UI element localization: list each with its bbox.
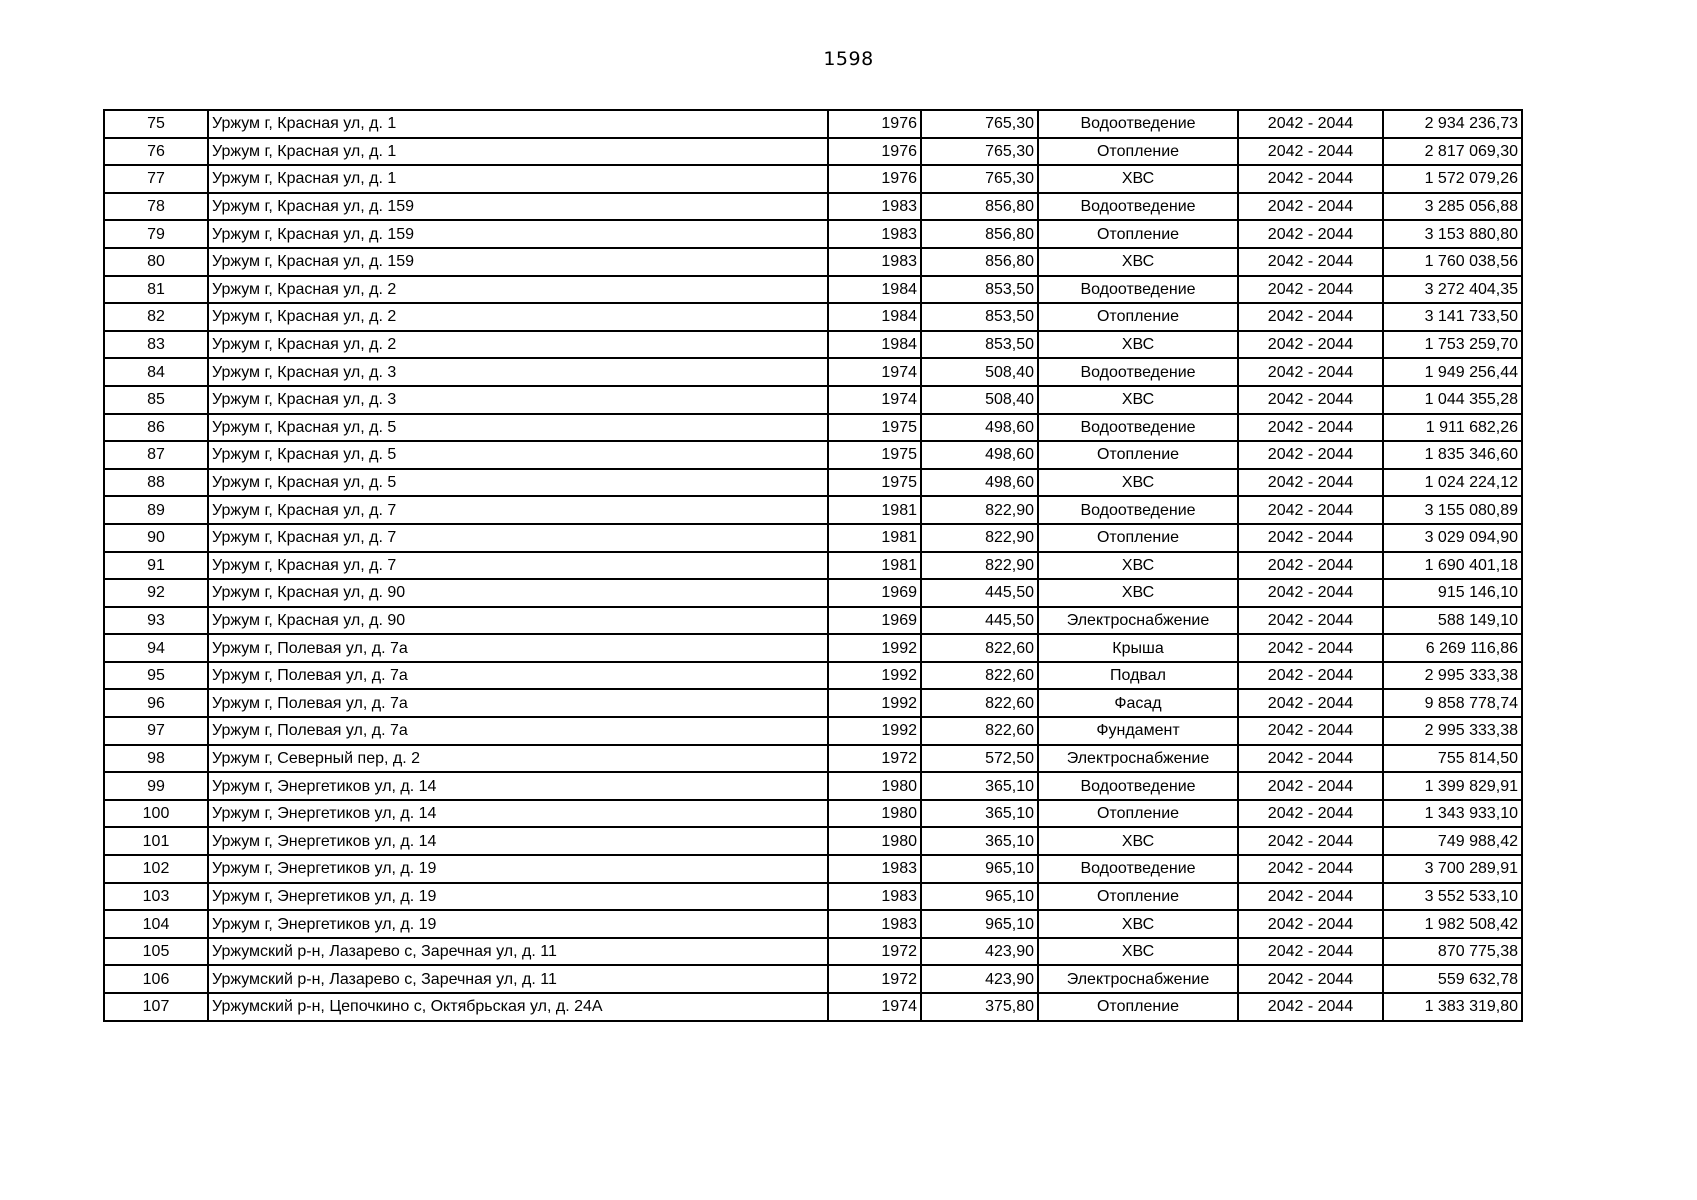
period-cell: 2042 - 2044 (1238, 910, 1383, 938)
build-year-cell: 1992 (828, 662, 921, 690)
table-row (104, 469, 1522, 497)
area-cell: 965,10 (921, 855, 1038, 883)
address-cell: Уржум г, Красная ул, д. 5 (208, 441, 828, 469)
cost-cell: 1 383 319,80 (1383, 993, 1522, 1021)
work-type-cell: Фасад (1038, 689, 1238, 717)
cost-cell: 1 760 038,56 (1383, 248, 1522, 276)
cost-cell: 1 572 079,26 (1383, 165, 1522, 193)
cost-cell: 1 024 224,12 (1383, 469, 1522, 497)
address-cell: Уржум г, Красная ул, д. 1 (208, 165, 828, 193)
table-row (104, 331, 1522, 359)
cost-cell: 9 858 778,74 (1383, 689, 1522, 717)
period-cell: 2042 - 2044 (1238, 165, 1383, 193)
period-cell: 2042 - 2044 (1238, 331, 1383, 359)
work-type-cell: ХВС (1038, 248, 1238, 276)
cost-cell: 3 141 733,50 (1383, 303, 1522, 331)
cost-cell: 3 285 056,88 (1383, 193, 1522, 221)
cost-cell: 2 817 069,30 (1383, 138, 1522, 166)
build-year-cell: 1984 (828, 331, 921, 359)
period-cell: 2042 - 2044 (1238, 607, 1383, 635)
work-type-cell: ХВС (1038, 469, 1238, 497)
work-type-cell: Электроснабжение (1038, 965, 1238, 993)
work-type-cell: Отопление (1038, 441, 1238, 469)
build-year-cell: 1976 (828, 138, 921, 166)
table-body (104, 110, 1522, 1021)
work-type-cell: Водоотведение (1038, 496, 1238, 524)
build-year-cell: 1981 (828, 496, 921, 524)
build-year-cell: 1980 (828, 827, 921, 855)
cost-cell: 2 934 236,73 (1383, 110, 1522, 138)
cost-cell: 559 632,78 (1383, 965, 1522, 993)
area-cell: 856,80 (921, 220, 1038, 248)
cost-cell: 3 155 080,89 (1383, 496, 1522, 524)
address-cell: Уржум г, Красная ул, д. 90 (208, 579, 828, 607)
cost-cell: 915 146,10 (1383, 579, 1522, 607)
table-row (104, 910, 1522, 938)
work-type-cell: Крыша (1038, 634, 1238, 662)
cost-cell: 749 988,42 (1383, 827, 1522, 855)
work-type-cell: Отопление (1038, 524, 1238, 552)
address-cell: Уржум г, Красная ул, д. 159 (208, 220, 828, 248)
table-row (104, 193, 1522, 221)
period-cell: 2042 - 2044 (1238, 662, 1383, 690)
row-number-cell: 81 (104, 276, 208, 304)
address-cell: Уржум г, Энергетиков ул, д. 14 (208, 827, 828, 855)
row-number-cell: 75 (104, 110, 208, 138)
table-row (104, 634, 1522, 662)
table-row (104, 745, 1522, 773)
work-type-cell: Водоотведение (1038, 110, 1238, 138)
build-year-cell: 1980 (828, 800, 921, 828)
build-year-cell: 1972 (828, 965, 921, 993)
period-cell: 2042 - 2044 (1238, 552, 1383, 580)
build-year-cell: 1974 (828, 386, 921, 414)
area-cell: 445,50 (921, 607, 1038, 635)
cost-cell: 588 149,10 (1383, 607, 1522, 635)
table-row (104, 441, 1522, 469)
build-year-cell: 1974 (828, 358, 921, 386)
area-cell: 423,90 (921, 965, 1038, 993)
address-cell: Уржум г, Красная ул, д. 2 (208, 331, 828, 359)
address-cell: Уржум г, Красная ул, д. 5 (208, 469, 828, 497)
work-type-cell: ХВС (1038, 386, 1238, 414)
row-number-cell: 85 (104, 386, 208, 414)
build-year-cell: 1984 (828, 303, 921, 331)
work-type-cell: Водоотведение (1038, 414, 1238, 442)
area-cell: 572,50 (921, 745, 1038, 773)
cost-cell: 3 029 094,90 (1383, 524, 1522, 552)
build-year-cell: 1983 (828, 193, 921, 221)
row-number-cell: 100 (104, 800, 208, 828)
area-cell: 445,50 (921, 579, 1038, 607)
row-number-cell: 89 (104, 496, 208, 524)
row-number-cell: 83 (104, 331, 208, 359)
area-cell: 498,60 (921, 469, 1038, 497)
table-row (104, 386, 1522, 414)
table-row (104, 993, 1522, 1021)
work-type-cell: Отопление (1038, 993, 1238, 1021)
row-number-cell: 87 (104, 441, 208, 469)
period-cell: 2042 - 2044 (1238, 717, 1383, 745)
area-cell: 822,90 (921, 552, 1038, 580)
table-row (104, 552, 1522, 580)
area-cell: 856,80 (921, 193, 1038, 221)
period-cell: 2042 - 2044 (1238, 303, 1383, 331)
build-year-cell: 1983 (828, 883, 921, 911)
cost-cell: 3 552 533,10 (1383, 883, 1522, 911)
address-cell: Уржум г, Красная ул, д. 7 (208, 552, 828, 580)
area-cell: 853,50 (921, 303, 1038, 331)
address-cell: Уржум г, Красная ул, д. 2 (208, 276, 828, 304)
row-number-cell: 84 (104, 358, 208, 386)
row-number-cell: 79 (104, 220, 208, 248)
work-type-cell: ХВС (1038, 910, 1238, 938)
work-type-cell: ХВС (1038, 938, 1238, 966)
period-cell: 2042 - 2044 (1238, 276, 1383, 304)
table-row (104, 165, 1522, 193)
table-row (104, 938, 1522, 966)
period-cell: 2042 - 2044 (1238, 883, 1383, 911)
work-type-cell: Подвал (1038, 662, 1238, 690)
address-cell: Уржум г, Энергетиков ул, д. 14 (208, 772, 828, 800)
build-year-cell: 1976 (828, 165, 921, 193)
table-row (104, 772, 1522, 800)
period-cell: 2042 - 2044 (1238, 441, 1383, 469)
address-cell: Уржум г, Полевая ул, д. 7а (208, 689, 828, 717)
table-row (104, 965, 1522, 993)
period-cell: 2042 - 2044 (1238, 965, 1383, 993)
area-cell: 498,60 (921, 414, 1038, 442)
address-cell: Уржум г, Красная ул, д. 159 (208, 248, 828, 276)
table-row (104, 138, 1522, 166)
address-cell: Уржум г, Красная ул, д. 2 (208, 303, 828, 331)
work-type-cell: Водоотведение (1038, 193, 1238, 221)
build-year-cell: 1984 (828, 276, 921, 304)
table-row (104, 689, 1522, 717)
area-cell: 365,10 (921, 772, 1038, 800)
row-number-cell: 99 (104, 772, 208, 800)
work-type-cell: Электроснабжение (1038, 745, 1238, 773)
period-cell: 2042 - 2044 (1238, 524, 1383, 552)
area-cell: 856,80 (921, 248, 1038, 276)
work-type-cell: ХВС (1038, 331, 1238, 359)
address-cell: Уржум г, Красная ул, д. 7 (208, 496, 828, 524)
row-number-cell: 98 (104, 745, 208, 773)
address-cell: Уржумский р-н, Лазарево с, Заречная ул, д. 11 (208, 938, 828, 966)
period-cell: 2042 - 2044 (1238, 110, 1383, 138)
cost-cell: 6 269 116,86 (1383, 634, 1522, 662)
area-cell: 508,40 (921, 358, 1038, 386)
build-year-cell: 1992 (828, 634, 921, 662)
address-cell: Уржум г, Полевая ул, д. 7а (208, 717, 828, 745)
period-cell: 2042 - 2044 (1238, 414, 1383, 442)
build-year-cell: 1983 (828, 220, 921, 248)
area-cell: 765,30 (921, 138, 1038, 166)
table-row (104, 827, 1522, 855)
row-number-cell: 102 (104, 855, 208, 883)
address-cell: Уржум г, Красная ул, д. 159 (208, 193, 828, 221)
build-year-cell: 1975 (828, 469, 921, 497)
build-year-cell: 1975 (828, 414, 921, 442)
area-cell: 498,60 (921, 441, 1038, 469)
address-cell: Уржум г, Энергетиков ул, д. 19 (208, 910, 828, 938)
address-cell: Уржум г, Красная ул, д. 1 (208, 110, 828, 138)
row-number-cell: 76 (104, 138, 208, 166)
build-year-cell: 1983 (828, 855, 921, 883)
area-cell: 375,80 (921, 993, 1038, 1021)
build-year-cell: 1972 (828, 938, 921, 966)
address-cell: Уржум г, Энергетиков ул, д. 19 (208, 883, 828, 911)
table-row (104, 717, 1522, 745)
area-cell: 508,40 (921, 386, 1038, 414)
build-year-cell: 1969 (828, 579, 921, 607)
address-cell: Уржум г, Энергетиков ул, д. 14 (208, 800, 828, 828)
address-cell: Уржум г, Северный пер, д. 2 (208, 745, 828, 773)
work-type-cell: ХВС (1038, 552, 1238, 580)
build-year-cell: 1976 (828, 110, 921, 138)
build-year-cell: 1969 (828, 607, 921, 635)
work-type-cell: Отопление (1038, 220, 1238, 248)
work-type-cell: Водоотведение (1038, 855, 1238, 883)
work-type-cell: Отопление (1038, 883, 1238, 911)
period-cell: 2042 - 2044 (1238, 993, 1383, 1021)
table-row (104, 579, 1522, 607)
work-type-cell: Отопление (1038, 800, 1238, 828)
table-row (104, 220, 1522, 248)
table-row (104, 524, 1522, 552)
area-cell: 365,10 (921, 800, 1038, 828)
area-cell: 765,30 (921, 110, 1038, 138)
period-cell: 2042 - 2044 (1238, 138, 1383, 166)
area-cell: 365,10 (921, 827, 1038, 855)
build-year-cell: 1974 (828, 993, 921, 1021)
address-cell: Уржум г, Красная ул, д. 7 (208, 524, 828, 552)
period-cell: 2042 - 2044 (1238, 634, 1383, 662)
row-number-cell: 103 (104, 883, 208, 911)
table-row (104, 303, 1522, 331)
period-cell: 2042 - 2044 (1238, 220, 1383, 248)
table-row (104, 276, 1522, 304)
table-row (104, 855, 1522, 883)
address-cell: Уржум г, Красная ул, д. 5 (208, 414, 828, 442)
cost-cell: 3 700 289,91 (1383, 855, 1522, 883)
period-cell: 2042 - 2044 (1238, 855, 1383, 883)
row-number-cell: 92 (104, 579, 208, 607)
build-year-cell: 1972 (828, 745, 921, 773)
row-number-cell: 97 (104, 717, 208, 745)
cost-cell: 1 835 346,60 (1383, 441, 1522, 469)
table-row (104, 496, 1522, 524)
table-row (104, 358, 1522, 386)
address-cell: Уржум г, Красная ул, д. 3 (208, 386, 828, 414)
address-cell: Уржум г, Красная ул, д. 90 (208, 607, 828, 635)
work-type-cell: Водоотведение (1038, 358, 1238, 386)
area-cell: 822,60 (921, 634, 1038, 662)
area-cell: 965,10 (921, 883, 1038, 911)
area-cell: 822,60 (921, 689, 1038, 717)
row-number-cell: 104 (104, 910, 208, 938)
table-row (104, 883, 1522, 911)
address-cell: Уржумский р-н, Лазарево с, Заречная ул, д. 11 (208, 965, 828, 993)
work-type-cell: Водоотведение (1038, 772, 1238, 800)
address-cell: Уржум г, Полевая ул, д. 7а (208, 662, 828, 690)
table-row (104, 110, 1522, 138)
cost-cell: 870 775,38 (1383, 938, 1522, 966)
area-cell: 822,90 (921, 524, 1038, 552)
row-number-cell: 86 (104, 414, 208, 442)
period-cell: 2042 - 2044 (1238, 827, 1383, 855)
period-cell: 2042 - 2044 (1238, 496, 1383, 524)
work-type-cell: Отопление (1038, 138, 1238, 166)
row-number-cell: 106 (104, 965, 208, 993)
table-row (104, 800, 1522, 828)
work-type-cell: ХВС (1038, 827, 1238, 855)
build-year-cell: 1975 (828, 441, 921, 469)
row-number-cell: 105 (104, 938, 208, 966)
work-type-cell: ХВС (1038, 165, 1238, 193)
cost-cell: 2 995 333,38 (1383, 717, 1522, 745)
period-cell: 2042 - 2044 (1238, 193, 1383, 221)
period-cell: 2042 - 2044 (1238, 579, 1383, 607)
row-number-cell: 96 (104, 689, 208, 717)
cost-cell: 1 399 829,91 (1383, 772, 1522, 800)
cost-cell: 1 949 256,44 (1383, 358, 1522, 386)
table-row (104, 607, 1522, 635)
address-cell: Уржумский р-н, Цепочкино с, Октябрьская ул, д. 24А (208, 993, 828, 1021)
row-number-cell: 93 (104, 607, 208, 635)
row-number-cell: 78 (104, 193, 208, 221)
address-cell: Уржум г, Энергетиков ул, д. 19 (208, 855, 828, 883)
row-number-cell: 90 (104, 524, 208, 552)
period-cell: 2042 - 2044 (1238, 358, 1383, 386)
work-type-cell: Электроснабжение (1038, 607, 1238, 635)
cost-cell: 1 982 508,42 (1383, 910, 1522, 938)
area-cell: 822,60 (921, 662, 1038, 690)
area-cell: 965,10 (921, 910, 1038, 938)
build-year-cell: 1981 (828, 524, 921, 552)
area-cell: 822,60 (921, 717, 1038, 745)
row-number-cell: 95 (104, 662, 208, 690)
period-cell: 2042 - 2044 (1238, 469, 1383, 497)
row-number-cell: 94 (104, 634, 208, 662)
address-cell: Уржум г, Красная ул, д. 3 (208, 358, 828, 386)
build-year-cell: 1983 (828, 910, 921, 938)
row-number-cell: 107 (104, 993, 208, 1021)
work-type-cell: Отопление (1038, 303, 1238, 331)
cost-cell: 2 995 333,38 (1383, 662, 1522, 690)
build-year-cell: 1983 (828, 248, 921, 276)
row-number-cell: 88 (104, 469, 208, 497)
cost-cell: 1 753 259,70 (1383, 331, 1522, 359)
area-cell: 853,50 (921, 331, 1038, 359)
period-cell: 2042 - 2044 (1238, 800, 1383, 828)
page-number: 1598 (823, 48, 874, 70)
cost-cell: 755 814,50 (1383, 745, 1522, 773)
build-year-cell: 1992 (828, 717, 921, 745)
area-cell: 765,30 (921, 165, 1038, 193)
row-number-cell: 80 (104, 248, 208, 276)
period-cell: 2042 - 2044 (1238, 386, 1383, 414)
address-cell: Уржум г, Полевая ул, д. 7а (208, 634, 828, 662)
row-number-cell: 101 (104, 827, 208, 855)
cost-cell: 1 044 355,28 (1383, 386, 1522, 414)
area-cell: 853,50 (921, 276, 1038, 304)
row-number-cell: 82 (104, 303, 208, 331)
repair-schedule-table (103, 109, 1523, 1022)
cost-cell: 1 343 933,10 (1383, 800, 1522, 828)
cost-cell: 3 272 404,35 (1383, 276, 1522, 304)
table-row (104, 414, 1522, 442)
work-type-cell: ХВС (1038, 579, 1238, 607)
cost-cell: 3 153 880,80 (1383, 220, 1522, 248)
period-cell: 2042 - 2044 (1238, 248, 1383, 276)
table-row (104, 662, 1522, 690)
row-number-cell: 91 (104, 552, 208, 580)
table-row (104, 248, 1522, 276)
area-cell: 822,90 (921, 496, 1038, 524)
build-year-cell: 1981 (828, 552, 921, 580)
work-type-cell: Фундамент (1038, 717, 1238, 745)
cost-cell: 1 911 682,26 (1383, 414, 1522, 442)
period-cell: 2042 - 2044 (1238, 745, 1383, 773)
address-cell: Уржум г, Красная ул, д. 1 (208, 138, 828, 166)
period-cell: 2042 - 2044 (1238, 689, 1383, 717)
area-cell: 423,90 (921, 938, 1038, 966)
build-year-cell: 1992 (828, 689, 921, 717)
build-year-cell: 1980 (828, 772, 921, 800)
cost-cell: 1 690 401,18 (1383, 552, 1522, 580)
period-cell: 2042 - 2044 (1238, 938, 1383, 966)
work-type-cell: Водоотведение (1038, 276, 1238, 304)
period-cell: 2042 - 2044 (1238, 772, 1383, 800)
row-number-cell: 77 (104, 165, 208, 193)
